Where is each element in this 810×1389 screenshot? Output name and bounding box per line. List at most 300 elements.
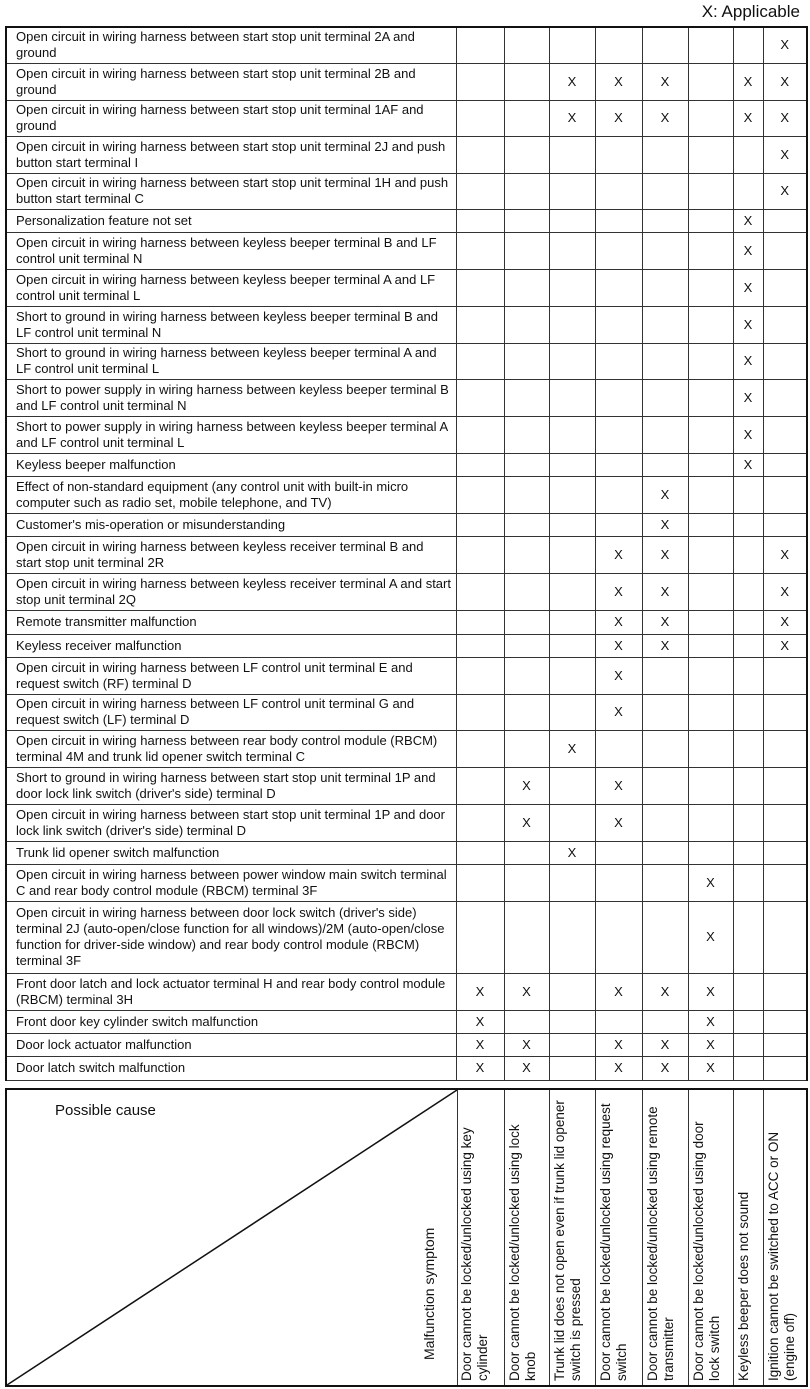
applicable-mark-cell — [642, 841, 688, 864]
applicable-mark-cell — [456, 864, 504, 901]
applicable-mark-cell: X — [733, 209, 763, 232]
applicable-mark-cell — [642, 453, 688, 476]
possible-cause-cell: Short to power supply in wiring harness between keyless beeper terminal A and LF control unit terminal L — [6, 416, 456, 453]
applicable-mark-cell — [763, 657, 807, 694]
applicable-mark-cell: X — [733, 306, 763, 343]
applicable-mark-cell: X — [504, 804, 549, 841]
applicable-mark-cell: X — [763, 610, 807, 634]
applicable-mark-cell — [763, 841, 807, 864]
applicable-mark-cell — [504, 232, 549, 269]
possible-cause-cell: Open circuit in wiring harness between start stop unit terminal 1P and door lock link switch (driver's side) terminal D — [6, 804, 456, 841]
applicable-mark-cell — [733, 634, 763, 657]
table-header-block — [5, 1088, 808, 1387]
applicable-mark-cell — [549, 136, 595, 173]
applicable-mark-cell — [733, 767, 763, 804]
table-row — [6, 804, 807, 841]
applicable-mark-cell — [763, 864, 807, 901]
possible-cause-cell: Door latch switch malfunction — [6, 1056, 456, 1080]
applicable-mark-cell — [733, 694, 763, 730]
applicable-mark-cell — [763, 767, 807, 804]
symptom-header-col — [764, 1090, 808, 1385]
applicable-mark-cell — [763, 694, 807, 730]
applicable-mark-cell — [688, 730, 733, 767]
applicable-mark-cell — [595, 269, 642, 306]
applicable-mark-cell — [595, 379, 642, 416]
applicable-legend: X: Applicable — [701, 2, 800, 21]
possible-cause-cell: Open circuit in wiring harness between keyless beeper terminal A and LF control unit terminal L — [6, 269, 456, 306]
applicable-mark-cell: X — [595, 63, 642, 100]
table-row — [6, 476, 807, 513]
possible-cause-cell: Effect of non-standard equipment (any control unit with built-in micro computer such as radio set, mobile telephone, and TV) — [6, 476, 456, 513]
applicable-mark-cell: X — [763, 63, 807, 100]
applicable-mark-cell — [733, 1033, 763, 1056]
applicable-mark-cell: X — [549, 63, 595, 100]
applicable-mark-cell — [642, 379, 688, 416]
applicable-mark-cell — [549, 1056, 595, 1080]
applicable-mark-cell — [595, 306, 642, 343]
applicable-mark-cell — [733, 841, 763, 864]
applicable-mark-cell — [549, 634, 595, 657]
applicable-mark-cell — [456, 453, 504, 476]
applicable-mark-cell: X — [595, 610, 642, 634]
applicable-mark-cell: X — [642, 973, 688, 1010]
table-row — [6, 694, 807, 730]
applicable-mark-cell — [549, 901, 595, 973]
applicable-mark-cell: X — [642, 63, 688, 100]
applicable-mark-cell: X — [763, 100, 807, 136]
applicable-mark-cell — [733, 973, 763, 1010]
applicable-mark-cell — [456, 767, 504, 804]
applicable-mark-cell — [549, 269, 595, 306]
applicable-mark-cell — [549, 610, 595, 634]
symptom-header-col — [734, 1090, 764, 1385]
applicable-mark-cell — [688, 610, 733, 634]
applicable-mark-cell — [688, 343, 733, 379]
applicable-mark-cell — [733, 657, 763, 694]
applicable-mark-cell — [456, 343, 504, 379]
possible-cause-cell: Short to ground in wiring harness between keyless beeper terminal A and LF control unit terminal L — [6, 343, 456, 379]
applicable-mark-cell — [642, 173, 688, 209]
applicable-mark-cell — [456, 232, 504, 269]
applicable-mark-cell — [642, 209, 688, 232]
table-row — [6, 864, 807, 901]
applicable-mark-cell: X — [763, 173, 807, 209]
applicable-mark-cell — [504, 694, 549, 730]
table-row — [6, 63, 807, 100]
possible-cause-cell: Short to ground in wiring harness between keyless beeper terminal B and LF control unit terminal N — [6, 306, 456, 343]
possible-cause-label: Possible cause — [55, 1102, 156, 1119]
applicable-mark-cell — [763, 1010, 807, 1033]
table-row — [6, 513, 807, 536]
applicable-mark-cell — [688, 573, 733, 610]
applicable-mark-cell — [642, 694, 688, 730]
symptom-header-label: Door cannot be locked/unlocked using key cylinder — [459, 1127, 490, 1381]
symptom-header-col — [596, 1090, 643, 1385]
table-row — [6, 100, 807, 136]
applicable-mark-cell: X — [456, 1056, 504, 1080]
applicable-mark-cell — [549, 1033, 595, 1056]
applicable-mark-cell — [688, 27, 733, 63]
applicable-mark-cell — [763, 973, 807, 1010]
possible-cause-cell: Remote transmitter malfunction — [6, 610, 456, 634]
possible-cause-cell: Open circuit in wiring harness between start stop unit terminal 2J and push button start terminal I — [6, 136, 456, 173]
applicable-mark-cell — [733, 136, 763, 173]
applicable-mark-cell — [642, 1010, 688, 1033]
applicable-mark-cell — [504, 634, 549, 657]
applicable-mark-cell: X — [733, 343, 763, 379]
applicable-mark-cell — [642, 306, 688, 343]
table-row — [6, 209, 807, 232]
applicable-mark-cell — [688, 453, 733, 476]
possible-cause-cell: Open circuit in wiring harness between rear body control module (RBCM) terminal 4M and trunk lid opener switch terminal C — [6, 730, 456, 767]
applicable-mark-cell: X — [456, 973, 504, 1010]
applicable-mark-cell — [549, 27, 595, 63]
applicable-mark-cell: X — [504, 767, 549, 804]
table-row — [6, 657, 807, 694]
table-row — [6, 306, 807, 343]
diagonal-header-cell — [7, 1090, 458, 1385]
applicable-mark-cell: X — [642, 1056, 688, 1080]
applicable-mark-cell — [642, 864, 688, 901]
applicable-mark-cell: X — [504, 1033, 549, 1056]
applicable-mark-cell — [456, 63, 504, 100]
applicable-mark-cell: X — [733, 100, 763, 136]
symptom-header-col — [457, 1090, 505, 1385]
applicable-mark-cell — [549, 232, 595, 269]
symptom-header-col — [643, 1090, 689, 1385]
applicable-mark-cell — [456, 416, 504, 453]
applicable-mark-cell — [763, 1056, 807, 1080]
table-row — [6, 730, 807, 767]
applicable-mark-cell — [763, 379, 807, 416]
applicable-mark-cell — [763, 513, 807, 536]
applicable-mark-cell — [688, 513, 733, 536]
possible-cause-cell: Keyless receiver malfunction — [6, 634, 456, 657]
table-row — [6, 416, 807, 453]
applicable-mark-cell — [549, 453, 595, 476]
possible-cause-cell: Short to ground in wiring harness between start stop unit terminal 1P and door lock link switch (driver's side) terminal D — [6, 767, 456, 804]
applicable-mark-cell — [504, 269, 549, 306]
applicable-mark-cell — [456, 136, 504, 173]
applicable-mark-cell: X — [456, 1033, 504, 1056]
applicable-mark-cell — [549, 864, 595, 901]
applicable-mark-cell — [595, 416, 642, 453]
symptom-header-label: Keyless beeper does not sound — [736, 1191, 751, 1381]
table-row — [6, 173, 807, 209]
applicable-mark-cell — [733, 476, 763, 513]
possible-cause-cell: Open circuit in wiring harness between start stop unit terminal 2B and ground — [6, 63, 456, 100]
applicable-mark-cell — [504, 864, 549, 901]
applicable-mark-cell — [595, 1010, 642, 1033]
applicable-mark-cell — [504, 379, 549, 416]
applicable-mark-cell — [456, 476, 504, 513]
applicable-mark-cell: X — [733, 232, 763, 269]
matrix-body — [6, 27, 807, 1080]
applicable-mark-cell — [688, 767, 733, 804]
applicable-mark-cell — [504, 136, 549, 173]
applicable-mark-cell — [688, 136, 733, 173]
applicable-mark-cell — [733, 173, 763, 209]
applicable-mark-cell: X — [642, 610, 688, 634]
possible-cause-cell: Open circuit in wiring harness between LF control unit terminal G and request switch (LF) terminal D — [6, 694, 456, 730]
applicable-mark-cell — [733, 27, 763, 63]
applicable-mark-cell: X — [595, 536, 642, 573]
applicable-mark-cell — [763, 209, 807, 232]
applicable-mark-cell — [504, 306, 549, 343]
applicable-mark-cell — [595, 136, 642, 173]
applicable-mark-cell — [595, 730, 642, 767]
applicable-mark-cell: X — [733, 453, 763, 476]
applicable-mark-cell — [642, 269, 688, 306]
applicable-mark-cell: X — [642, 1033, 688, 1056]
applicable-mark-cell: X — [549, 841, 595, 864]
applicable-mark-cell: X — [763, 27, 807, 63]
diagnosis-matrix — [5, 26, 808, 1081]
applicable-mark-cell — [733, 804, 763, 841]
applicable-mark-cell: X — [733, 416, 763, 453]
applicable-mark-cell — [688, 634, 733, 657]
possible-cause-cell: Open circuit in wiring harness between LF control unit terminal E and request switch (RF) terminal D — [6, 657, 456, 694]
applicable-mark-cell — [595, 864, 642, 901]
applicable-mark-cell — [504, 657, 549, 694]
applicable-mark-cell — [763, 306, 807, 343]
applicable-mark-cell: X — [642, 476, 688, 513]
applicable-mark-cell: X — [642, 100, 688, 136]
possible-cause-cell: Open circuit in wiring harness between start stop unit terminal 1AF and ground — [6, 100, 456, 136]
possible-cause-cell: Open circuit in wiring harness between door lock switch (driver's side) terminal 2J (auto-open/close function for all windows)/2M (auto-open/close function for driver-side window) and rear body control module (RBCM) terminal 3F — [6, 901, 456, 973]
possible-cause-cell: Door lock actuator malfunction — [6, 1033, 456, 1056]
table-row — [6, 1056, 807, 1080]
applicable-mark-cell — [595, 513, 642, 536]
applicable-mark-cell — [456, 379, 504, 416]
possible-cause-cell: Open circuit in wiring harness between keyless receiver terminal A and start stop unit terminal 2Q — [6, 573, 456, 610]
applicable-mark-cell: X — [549, 100, 595, 136]
table-row — [6, 573, 807, 610]
applicable-mark-cell: X — [595, 657, 642, 694]
applicable-mark-cell — [688, 306, 733, 343]
applicable-mark-cell — [763, 804, 807, 841]
applicable-mark-cell — [549, 209, 595, 232]
applicable-mark-cell — [456, 610, 504, 634]
applicable-mark-cell: X — [595, 767, 642, 804]
applicable-mark-cell: X — [733, 63, 763, 100]
applicable-mark-cell — [763, 730, 807, 767]
applicable-mark-cell: X — [595, 804, 642, 841]
applicable-mark-cell — [549, 536, 595, 573]
applicable-mark-cell — [456, 306, 504, 343]
applicable-mark-cell — [549, 343, 595, 379]
possible-cause-cell: Customer's mis-operation or misunderstanding — [6, 513, 456, 536]
possible-cause-cell: Short to power supply in wiring harness between keyless beeper terminal B and LF control unit terminal N — [6, 379, 456, 416]
applicable-mark-cell: X — [595, 1056, 642, 1080]
applicable-mark-cell — [688, 209, 733, 232]
applicable-mark-cell — [456, 209, 504, 232]
applicable-mark-cell — [549, 306, 595, 343]
applicable-mark-cell — [688, 63, 733, 100]
applicable-mark-cell — [595, 343, 642, 379]
applicable-mark-cell: X — [642, 634, 688, 657]
applicable-mark-cell — [504, 513, 549, 536]
applicable-mark-cell — [549, 767, 595, 804]
applicable-mark-cell — [763, 269, 807, 306]
table-row — [6, 269, 807, 306]
applicable-mark-cell — [456, 634, 504, 657]
applicable-mark-cell — [504, 476, 549, 513]
symptom-header-label: Ignition cannot be switched to ACC or ON (engine off) — [766, 1131, 797, 1381]
applicable-mark-cell: X — [688, 1056, 733, 1080]
applicable-mark-cell: X — [595, 1033, 642, 1056]
applicable-mark-cell: X — [595, 694, 642, 730]
applicable-mark-cell: X — [688, 1010, 733, 1033]
applicable-mark-cell — [763, 343, 807, 379]
applicable-mark-cell — [595, 476, 642, 513]
applicable-mark-cell — [549, 573, 595, 610]
applicable-mark-cell — [733, 730, 763, 767]
malfunction-symptom-label: Malfunction symptom — [421, 1227, 437, 1360]
applicable-mark-cell — [504, 343, 549, 379]
applicable-mark-cell — [504, 63, 549, 100]
applicable-mark-cell — [549, 416, 595, 453]
applicable-mark-cell — [456, 730, 504, 767]
applicable-mark-cell — [733, 513, 763, 536]
applicable-mark-cell: X — [733, 379, 763, 416]
applicable-mark-cell — [733, 1056, 763, 1080]
applicable-mark-cell — [456, 804, 504, 841]
applicable-mark-cell — [642, 804, 688, 841]
table-row — [6, 901, 807, 973]
applicable-mark-cell — [456, 269, 504, 306]
applicable-mark-cell — [549, 694, 595, 730]
applicable-mark-cell: X — [763, 634, 807, 657]
applicable-mark-cell: X — [595, 100, 642, 136]
applicable-mark-cell — [504, 901, 549, 973]
applicable-mark-cell — [642, 136, 688, 173]
applicable-mark-cell — [595, 173, 642, 209]
applicable-mark-cell — [456, 513, 504, 536]
table-row — [6, 343, 807, 379]
applicable-mark-cell: X — [688, 1033, 733, 1056]
applicable-mark-cell — [549, 476, 595, 513]
applicable-mark-cell — [504, 536, 549, 573]
applicable-mark-cell — [595, 27, 642, 63]
applicable-mark-cell — [688, 804, 733, 841]
applicable-mark-cell — [504, 841, 549, 864]
applicable-mark-cell: X — [549, 730, 595, 767]
table-row — [6, 136, 807, 173]
symptom-header-label: Trunk lid does not open even if trunk lid opener switch is pressed — [552, 1100, 583, 1381]
symptom-header-col — [550, 1090, 596, 1385]
applicable-mark-cell: X — [642, 513, 688, 536]
applicable-mark-cell — [688, 416, 733, 453]
applicable-mark-cell: X — [595, 573, 642, 610]
applicable-mark-cell — [456, 694, 504, 730]
table-row — [6, 841, 807, 864]
applicable-mark-cell — [688, 694, 733, 730]
applicable-mark-cell — [456, 901, 504, 973]
applicable-mark-cell — [688, 269, 733, 306]
applicable-mark-cell — [733, 1010, 763, 1033]
applicable-mark-cell — [456, 573, 504, 610]
possible-cause-cell: Open circuit in wiring harness between keyless beeper terminal B and LF control unit terminal N — [6, 232, 456, 269]
applicable-mark-cell — [504, 453, 549, 476]
applicable-mark-cell — [456, 536, 504, 573]
applicable-mark-cell — [688, 173, 733, 209]
table-row — [6, 379, 807, 416]
table-row — [6, 232, 807, 269]
table-row — [6, 767, 807, 804]
applicable-mark-cell: X — [688, 973, 733, 1010]
applicable-mark-cell — [763, 1033, 807, 1056]
applicable-mark-cell — [688, 379, 733, 416]
applicable-mark-cell — [688, 100, 733, 136]
applicable-mark-cell — [595, 232, 642, 269]
applicable-mark-cell — [642, 730, 688, 767]
applicable-mark-cell — [549, 1010, 595, 1033]
applicable-mark-cell — [504, 27, 549, 63]
applicable-mark-cell — [688, 536, 733, 573]
applicable-mark-cell: X — [595, 634, 642, 657]
possible-cause-cell: Open circuit in wiring harness between start stop unit terminal 1H and push button start terminal C — [6, 173, 456, 209]
possible-cause-cell: Front door key cylinder switch malfunction — [6, 1010, 456, 1033]
applicable-mark-cell: X — [504, 973, 549, 1010]
symptom-header-label: Door cannot be locked/unlocked using remote transmitter — [645, 1106, 676, 1381]
table-row — [6, 973, 807, 1010]
applicable-mark-cell — [504, 209, 549, 232]
applicable-mark-cell: X — [688, 901, 733, 973]
possible-cause-cell: Open circuit in wiring harness between power window main switch terminal C and rear body control module (RBCM) terminal 3F — [6, 864, 456, 901]
table-row — [6, 453, 807, 476]
applicable-mark-cell: X — [763, 573, 807, 610]
possible-cause-cell: Open circuit in wiring harness between start stop unit terminal 2A and ground — [6, 27, 456, 63]
applicable-mark-cell: X — [642, 536, 688, 573]
table-row — [6, 634, 807, 657]
applicable-mark-cell — [733, 536, 763, 573]
applicable-mark-cell: X — [504, 1056, 549, 1080]
applicable-mark-cell: X — [733, 269, 763, 306]
applicable-mark-cell: X — [763, 536, 807, 573]
applicable-mark-cell — [456, 100, 504, 136]
possible-cause-cell: Trunk lid opener switch malfunction — [6, 841, 456, 864]
applicable-mark-cell — [504, 610, 549, 634]
applicable-mark-cell — [549, 379, 595, 416]
applicable-mark-cell — [688, 476, 733, 513]
applicable-mark-cell: X — [456, 1010, 504, 1033]
symptom-header-label: Door cannot be locked/unlocked using lock knob — [507, 1124, 538, 1381]
applicable-mark-cell — [595, 901, 642, 973]
table-row — [6, 1033, 807, 1056]
applicable-mark-cell — [642, 901, 688, 973]
applicable-mark-cell — [595, 841, 642, 864]
table-row — [6, 1010, 807, 1033]
symptom-header-col — [505, 1090, 550, 1385]
applicable-mark-cell — [642, 657, 688, 694]
applicable-mark-cell: X — [763, 136, 807, 173]
applicable-mark-cell — [504, 730, 549, 767]
applicable-mark-cell — [595, 453, 642, 476]
symptom-header-label: Door cannot be locked/unlocked using request switch — [598, 1103, 629, 1381]
applicable-mark-cell — [733, 610, 763, 634]
applicable-mark-cell: X — [688, 864, 733, 901]
applicable-mark-cell — [549, 973, 595, 1010]
applicable-mark-cell — [504, 416, 549, 453]
applicable-mark-cell — [456, 27, 504, 63]
symptom-header-col — [689, 1090, 734, 1385]
applicable-mark-cell — [549, 173, 595, 209]
applicable-mark-cell — [549, 513, 595, 536]
table-row — [6, 27, 807, 63]
symptom-header-label: Door cannot be locked/unlocked using door lock switch — [691, 1121, 722, 1381]
applicable-mark-cell — [763, 416, 807, 453]
